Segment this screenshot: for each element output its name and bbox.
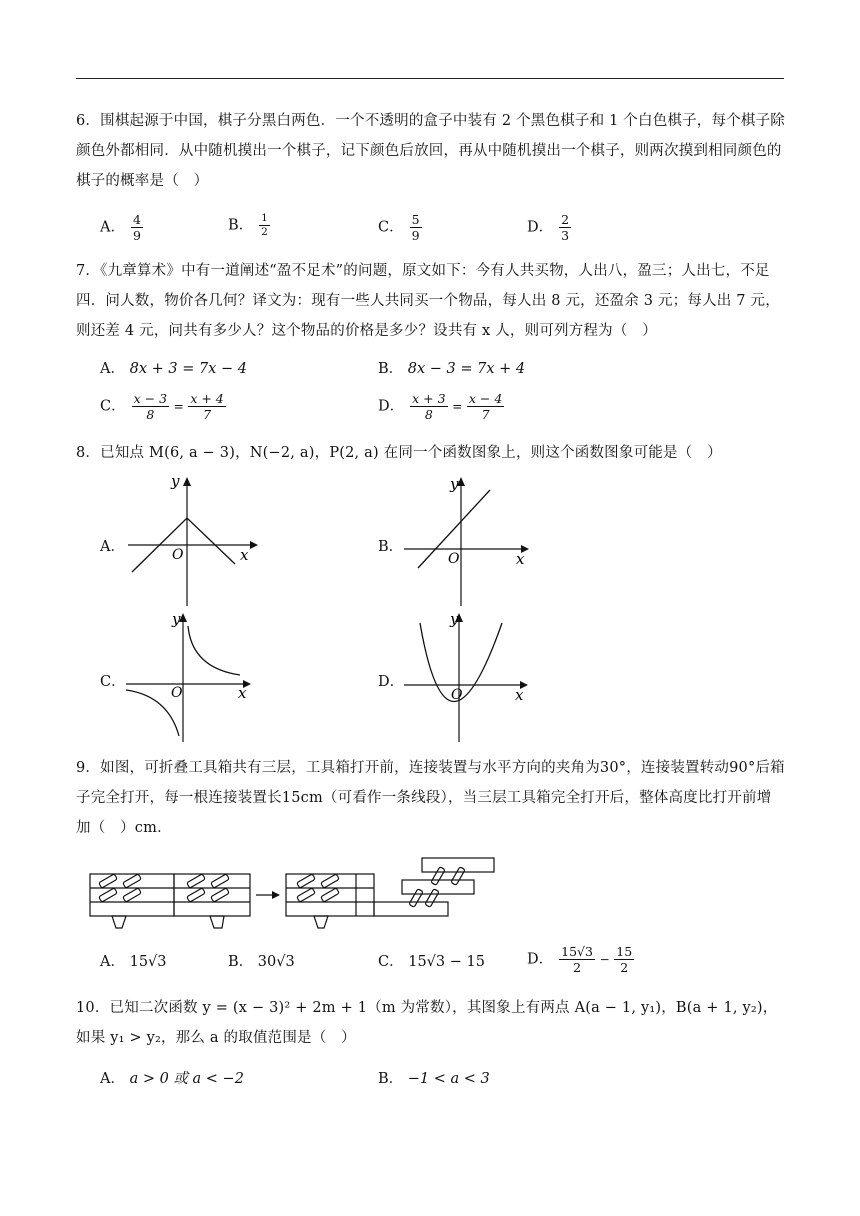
q7-option-d[interactable]: [378, 391, 504, 422]
closed-toolbox-right: [174, 874, 250, 928]
denominator: 9: [132, 228, 141, 243]
option-label: B．: [228, 954, 254, 970]
question-6-text: 6．围棋起源于中国，棋子分黑白两色．一个不透明的盒子中装有 2 个黑色棋子和 1 个白色棋子，每个棋子除颜色外都相同．从中随机摸出一个棋子，记下颜色后放回，再从中随机摸出一个棋子，则两次摸到相同颜色的棋子的概率是（ ）: [76, 113, 786, 189]
option-value: 15√3 − 15: [408, 954, 485, 970]
q6-option-b[interactable]: [228, 212, 270, 239]
fraction: [467, 391, 504, 422]
option-equation: 8x + 3 = 7x − 4: [129, 361, 247, 377]
option-label: C．: [378, 954, 404, 970]
denominator: 8: [146, 407, 155, 422]
header-rule: [76, 78, 784, 79]
y-axis-label: y: [171, 472, 180, 490]
q10-option-a[interactable]: [100, 1069, 244, 1089]
denominator: 3: [561, 228, 570, 243]
question-10-text: 10．已知二次函数 y = (x − 3)² + 2m + 1（m 为常数），其图象上有两点 A(a − 1, y₁)，B(a + 1, y₂)，如果 y₁ > y₂，那么 a 的取值范围是（ ）: [76, 1000, 778, 1046]
fraction: [259, 212, 270, 239]
denominator: 7: [203, 407, 212, 422]
q9-option-c[interactable]: [378, 952, 485, 972]
q7-option-b[interactable]: [378, 359, 525, 379]
option-value: a > 0 或 a < −2: [129, 1071, 244, 1087]
q10-option-b[interactable]: [378, 1069, 490, 1089]
denominator: 2: [573, 960, 582, 975]
numerator: 15√3: [561, 944, 593, 959]
option-label: A．: [100, 361, 125, 377]
q8-option-d[interactable]: D．: [378, 674, 405, 690]
option-value: 30√3: [257, 954, 295, 970]
option-equation: 8x − 3 = 7x + 4: [407, 361, 526, 377]
x-axis-label: x: [240, 546, 249, 564]
origin-label: O: [448, 551, 460, 567]
numerator: x − 4: [468, 391, 503, 406]
option-label: A．: [100, 954, 125, 970]
origin-label: O: [171, 685, 183, 701]
numerator: 2: [561, 212, 570, 227]
q8-option-b[interactable]: B．: [378, 539, 404, 555]
numerator: x + 3: [412, 391, 446, 406]
numerator: x + 4: [190, 391, 224, 406]
option-label: B．: [378, 361, 404, 377]
option-value: −1 < a < 3: [407, 1071, 490, 1087]
denominator: 2: [261, 226, 268, 238]
q6-option-c[interactable]: [378, 212, 422, 243]
closed-toolbox-left: [90, 874, 174, 928]
fraction: [614, 944, 634, 975]
y-axis-label: y: [450, 610, 459, 628]
q8-option-a[interactable]: A．: [100, 539, 125, 555]
fraction: [559, 944, 595, 975]
y-axis-label: y: [172, 610, 181, 628]
q9-option-a[interactable]: [100, 952, 167, 972]
graph-c-inverse: [118, 608, 258, 743]
q6-option-a[interactable]: [100, 212, 143, 243]
option-label: A．: [100, 1071, 125, 1087]
minus-sign: −: [599, 952, 610, 967]
q9-option-b[interactable]: [228, 952, 295, 972]
denominator: 9: [411, 228, 420, 243]
option-label: C．: [100, 398, 126, 415]
numerator: 5: [411, 212, 420, 227]
equals-sign: =: [452, 399, 463, 414]
x-axis-label: x: [515, 686, 524, 704]
open-toolbox: [286, 858, 494, 928]
fraction: [559, 212, 571, 243]
toolbox-figure: [86, 850, 506, 932]
denominator: 7: [481, 407, 490, 422]
question-8-text: 8．已知点 M(6, a − 3)，N(−2, a)，P(2, a) 在同一个函数图象上，则这个函数图象可能是（ ）: [76, 445, 722, 461]
q7-option-c[interactable]: [100, 391, 226, 422]
arrow-icon: [256, 891, 280, 899]
fraction: [410, 391, 447, 422]
numerator: 15: [616, 944, 633, 959]
numerator: x − 3: [133, 391, 168, 406]
q6-option-d[interactable]: [527, 212, 571, 243]
option-value: 15√3: [129, 954, 167, 970]
option-label: D．: [378, 398, 405, 415]
graph-a-abs-value: [118, 472, 258, 607]
option-label: A．: [100, 219, 125, 236]
denominator: 2: [620, 960, 629, 975]
fraction: [410, 212, 422, 243]
option-label: D．: [527, 951, 554, 968]
graph-d-parabola: [398, 608, 538, 743]
fraction: [132, 391, 169, 422]
q8-option-c[interactable]: C．: [100, 674, 126, 690]
y-axis-label: y: [450, 475, 459, 493]
fraction: [188, 391, 225, 422]
numerator: 1: [261, 212, 268, 224]
option-label: D．: [527, 219, 554, 236]
question-7-text: 7．《九章算术》中有一道阐述“盈不足术”的问题，原文如下：今有人共买物，人出八，盈三；人出七，不足四．问人数，物价各几何？译文为：现有一些人共同买一个物品，每人出 8 元，还盈余 3 元；每人出 7 元，则还差 4 元，问共有多少人？这个物品的价格是多少？设共有 x 人，则可列方程为（ ）: [76, 263, 780, 339]
question-9-text: 9．如图，可折叠工具箱共有三层，工具箱打开前，连接装置与水平方向的夹角为30°，连接装置转动90°后箱子完全打开，每一根连接装置长15cm（可看作一条线段），当三层工具箱完全打开后，整体高度比打开前增加（ ）cm．: [76, 760, 785, 836]
denominator: 8: [424, 407, 433, 422]
equals-sign: =: [173, 399, 184, 414]
origin-label: O: [451, 687, 463, 703]
q7-option-a[interactable]: [100, 359, 247, 379]
x-axis-label: x: [516, 550, 525, 568]
q9-option-d[interactable]: [527, 944, 634, 975]
numerator: 4: [132, 212, 141, 227]
x-axis-label: x: [238, 684, 247, 702]
graph-b-linear: [398, 472, 538, 607]
option-label: C．: [378, 219, 404, 236]
option-label: B．: [378, 1071, 404, 1087]
fraction: [131, 212, 143, 243]
origin-label: O: [172, 547, 184, 563]
option-label: B．: [228, 217, 254, 234]
